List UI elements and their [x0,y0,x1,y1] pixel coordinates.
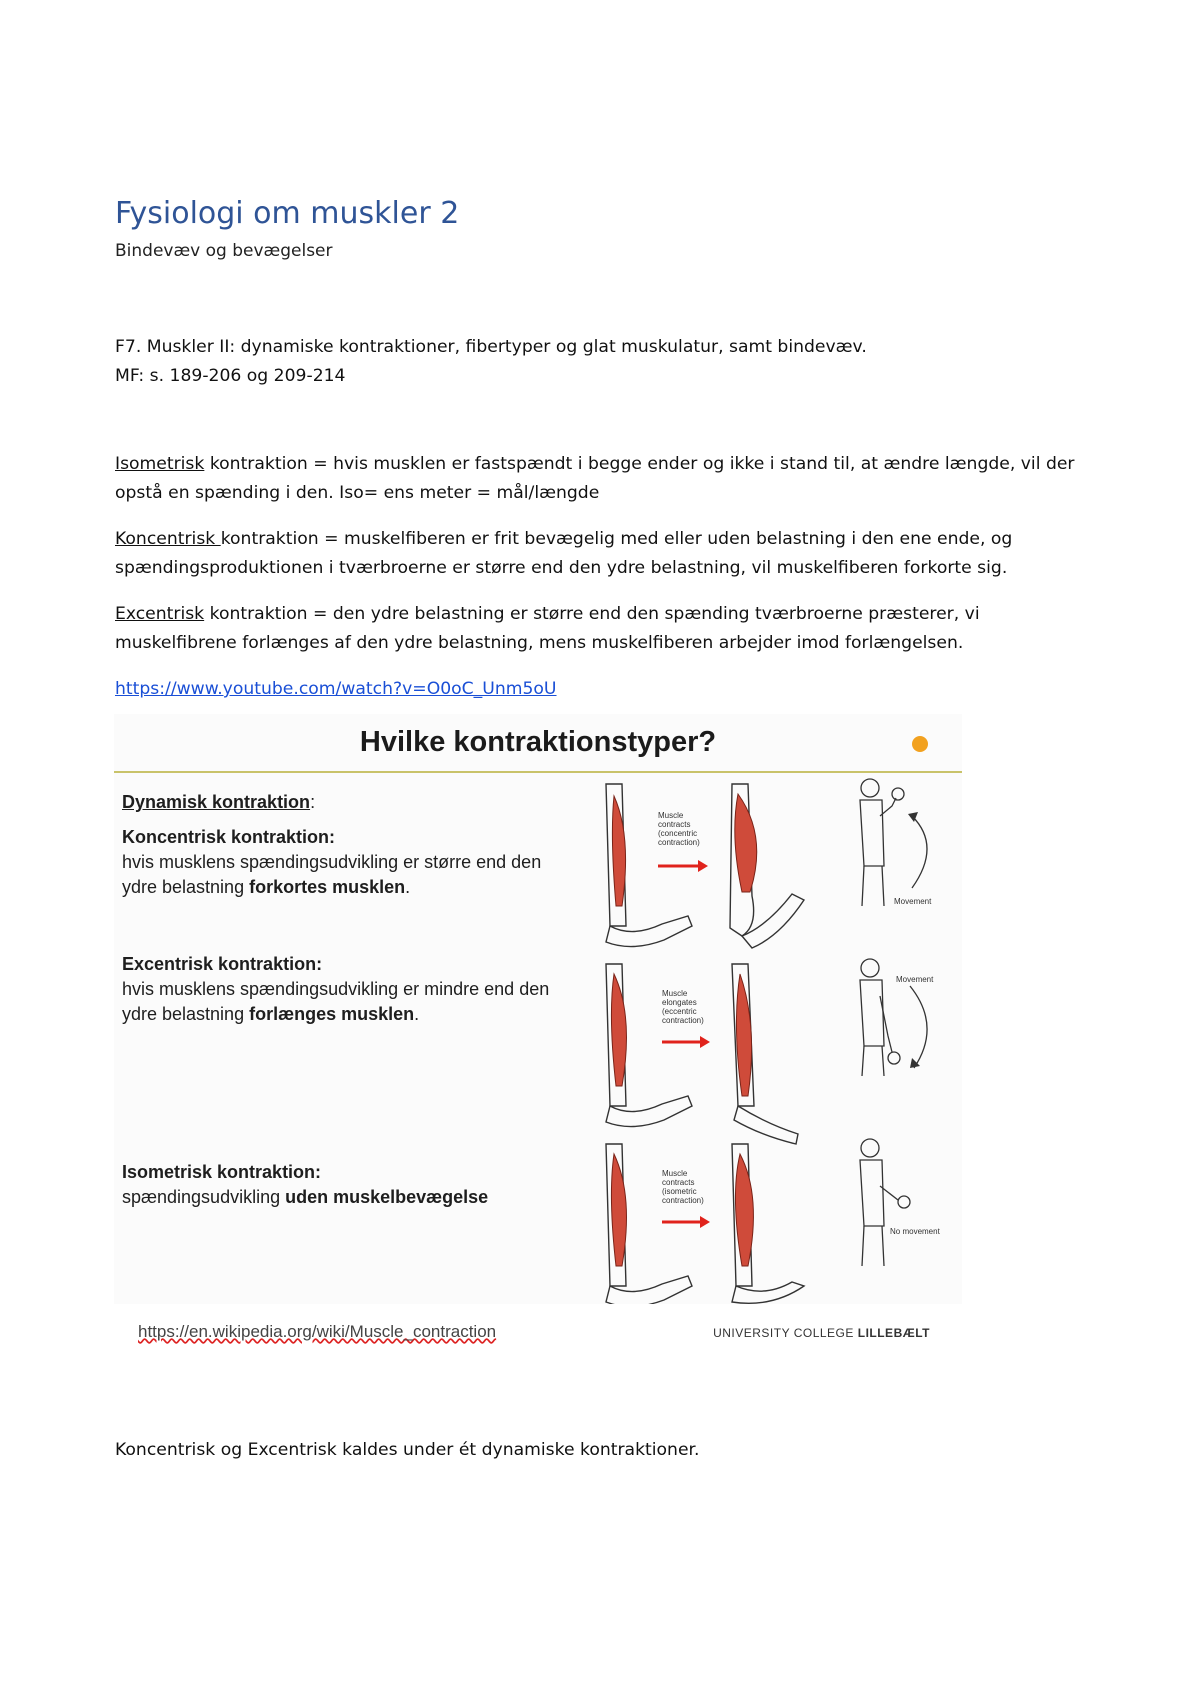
annotation-muscle: Muscle [662,989,688,998]
video-link[interactable]: https://www.youtube.com/watch?v=O0oC_Unm5oU [115,679,557,699]
reading-line: MF: s. 189-206 og 209-214 [115,366,346,386]
eccentric-line-2: ydre belastning forlænges musklen. [122,1004,420,1024]
isometric-line-1: spændingsudvikling uden muskelbevægelse [122,1187,489,1207]
annotation-contraction: contraction) [658,838,700,847]
muscle-isometric-icon [735,1154,753,1266]
person-curl-icon [860,779,904,906]
annotation-no-movement: No movement [890,1227,940,1236]
annotation-contracts: contracts [662,1178,695,1187]
dynamic-heading [122,790,592,815]
orange-dot-icon [912,736,928,752]
concentric-block [122,825,592,900]
isometric-definition [115,450,1075,508]
annotation-movement: Movement [894,897,932,906]
slide-source-url: https://en.wikipedia.org/wiki/Muscle_contraction [138,1322,497,1341]
concentric-arrow-icon [658,860,708,872]
annotation-movement: Movement [896,975,934,984]
isometric-block [122,1160,592,1210]
annotation-contraction: contraction) [662,1196,704,1205]
eccentric-line-1: hvis musklens spændingsudvikling er mindre end den [122,979,550,999]
muscle-relaxed-icon [612,796,625,906]
institution-logo: UNIVERSITY COLLEGE LILLEBÆLT [713,1326,930,1340]
movement-arc-icon [912,816,927,888]
eccentric-heading: Excentrisk kontraktion: [122,954,323,974]
isometric-heading: Isometrisk kontraktion: [122,1162,322,1182]
annotation-type: (eccentric [662,1007,697,1016]
contraction-types-slide [114,714,962,1364]
concentric-heading: Koncentrisk kontraktion: [122,827,336,847]
dynamic-heading-label: Dynamisk kontraktion [122,792,311,812]
eccentric-text: kontraktion = den ydre belastning er større end den spænding tværbroerne præsterer, vi muskelfibrene forlænges af den ydre belastning, mens muskelfiberen arbejder imod forlængelsen. [115,604,980,653]
annotation-muscle: Muscle [662,1169,688,1178]
concentric-text: kontraktion = muskelfiberen er frit bevægelig med eller uden belastning i den ene ende, og spændingsproduktionen i tværbroerne er større end den ydre belastning, vil muskelfiberen forkorte sig. [115,529,1013,578]
muscle-start-icon [611,974,626,1086]
concentric-line-1: hvis musklens spændingsudvikling er større end den [122,852,542,872]
muscle-contracted-icon [735,794,757,892]
contraction-illustrations [592,776,958,1316]
isometric-arrow-icon [662,1216,710,1228]
eccentric-definition [115,600,1075,658]
dynamic-heading-colon: : [310,792,316,812]
annotation-contraction: contraction) [662,1016,704,1025]
video-link-row [115,675,1075,704]
page-title: Fysiologi om muskler 2 [115,196,460,231]
slide-title: Hvilke kontraktionstyper? [359,726,717,758]
closing-sentence: Koncentrisk og Excentrisk kaldes under ét dynamiske kontraktioner. [115,1440,700,1460]
annotation-contracts: contracts [658,820,691,829]
annotation-elongates: elongates [662,998,697,1007]
slide-footer [114,1304,962,1364]
movement-arc-icon [910,986,927,1068]
annotation-muscle: Muscle [658,811,684,820]
annotation-type: (concentric [658,829,698,838]
concentric-line-2: ydre belastning forkortes musklen. [122,877,411,897]
annotation-type: (isometric [662,1187,697,1196]
muscle-start-icon [611,1154,626,1266]
eccentric-term: Excentrisk [115,604,205,624]
person-lowering-icon [860,959,900,1076]
topic-line: F7. Muskler II: dynamiske kontraktioner, fibertyper og glat muskulatur, samt bindevæv. [115,337,867,357]
eccentric-arrow-icon [662,1036,710,1048]
isometric-row-illustration [606,1139,941,1307]
person-hold-icon [860,1139,910,1266]
isometric-text: kontraktion = hvis musklen er fastspændt i begge ender og ikke i stand til, at ændre længde, vil der opstå en spænding i den. Iso= ens meter = mål/længde [115,454,1075,503]
slide-divider [114,771,962,773]
concentric-row-illustration [606,779,932,948]
eccentric-block [122,952,592,1027]
concentric-term: Koncentrisk [115,529,221,549]
concentric-definition [115,525,1075,583]
isometric-term: Isometrisk [115,454,205,474]
page-subtitle: Bindevæv og bevægelser [115,241,333,261]
eccentric-row-illustration [606,959,934,1144]
